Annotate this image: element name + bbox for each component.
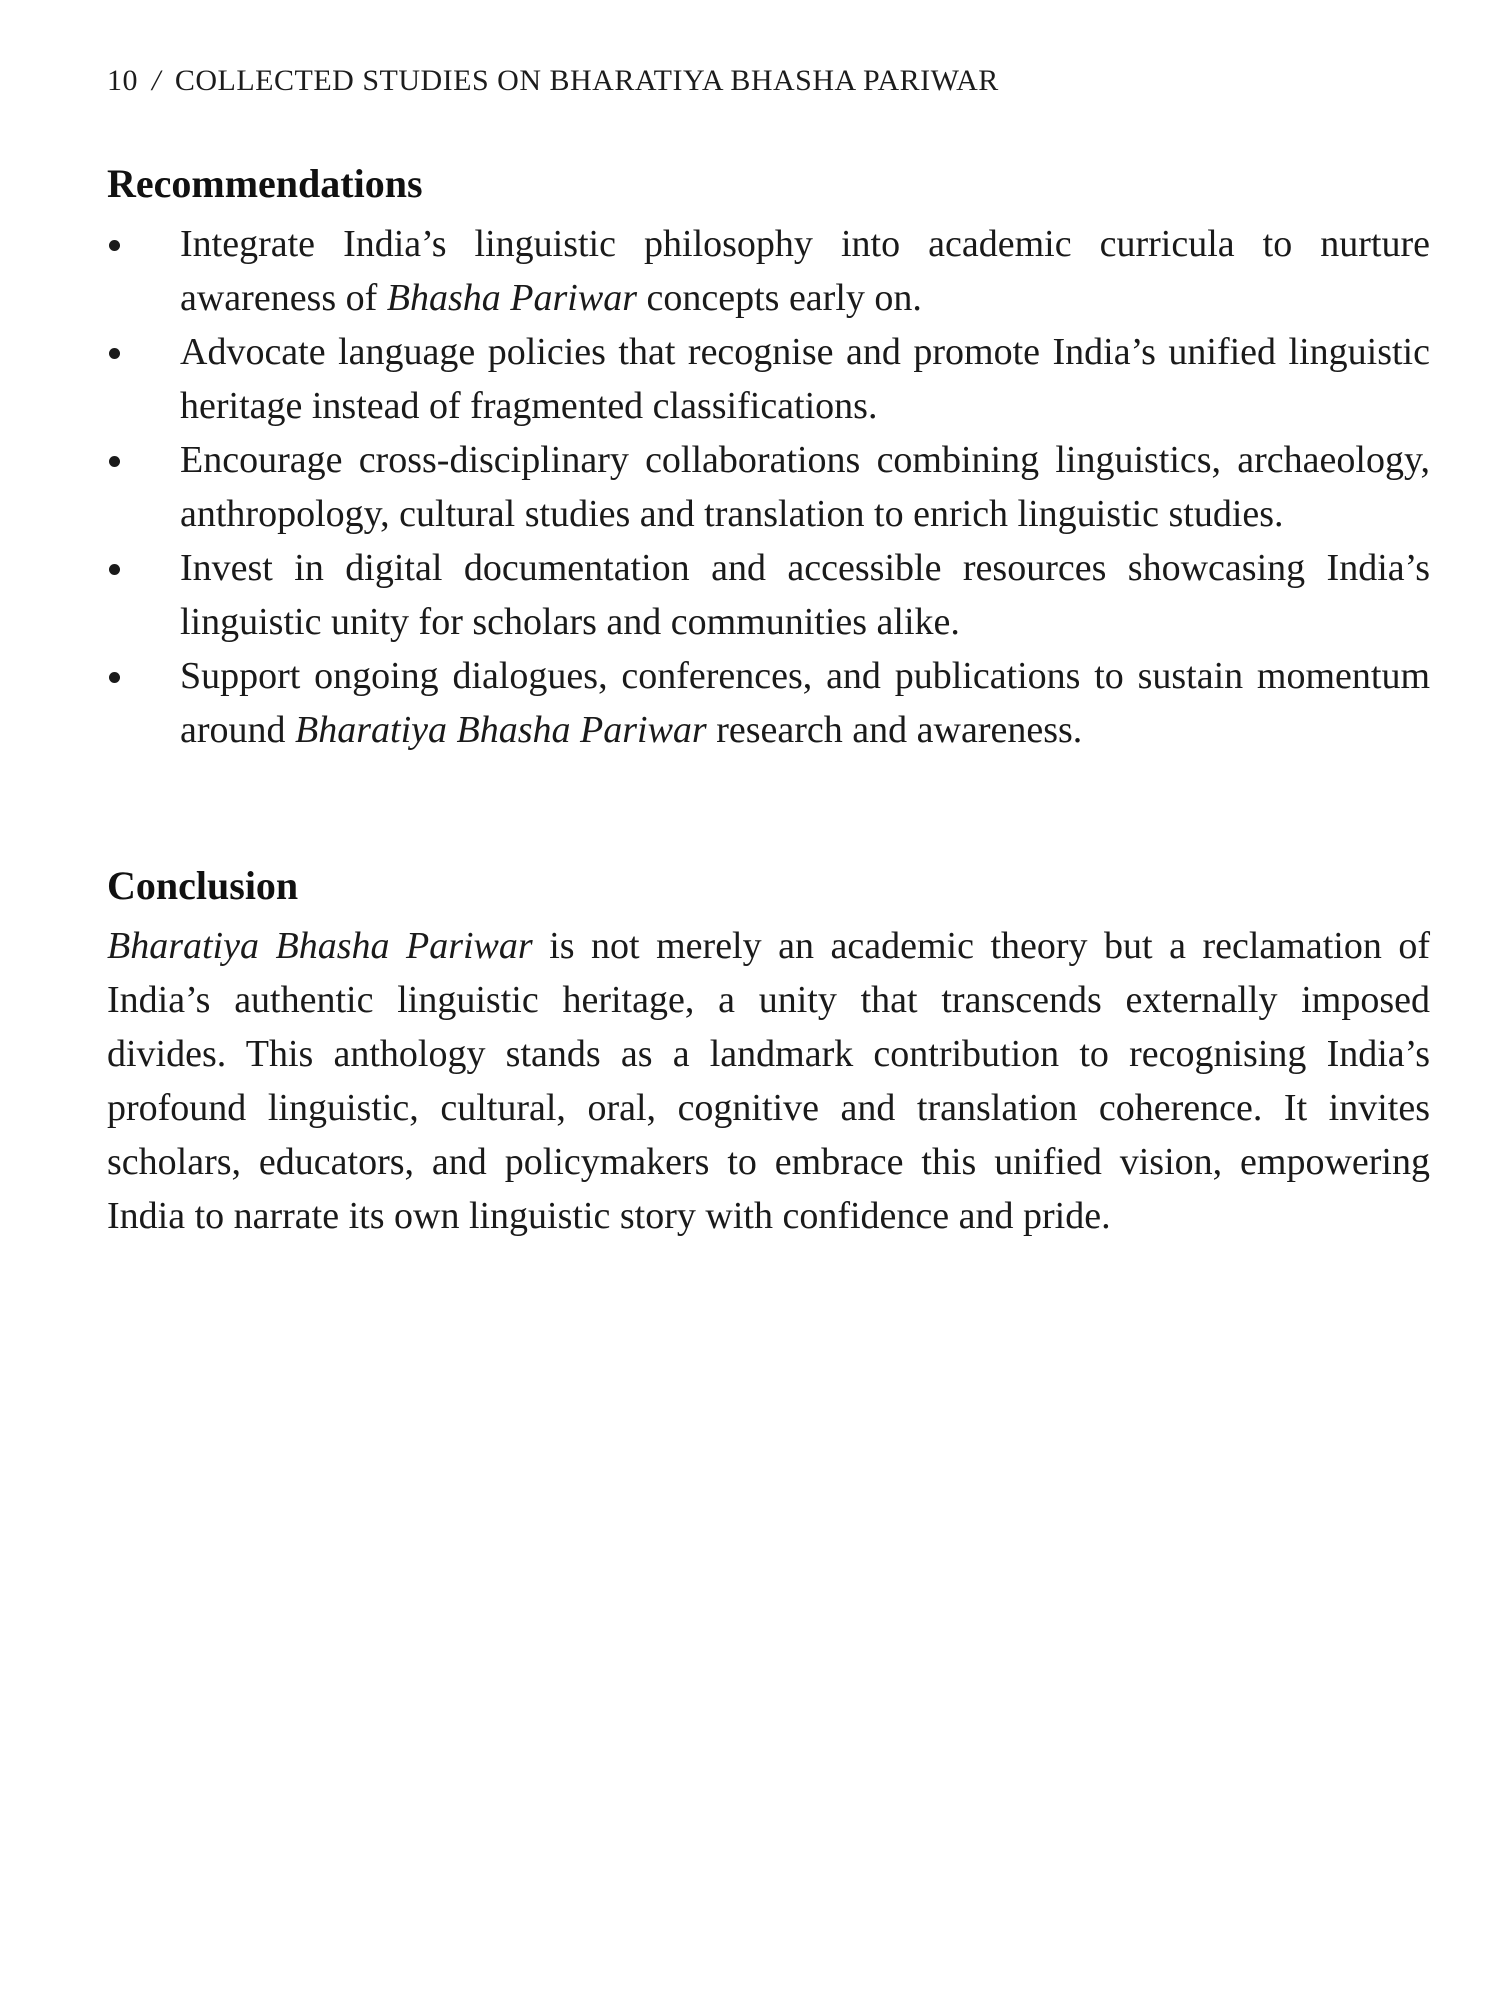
list-item-text: Support ongoing dialogues, conferences, and publications to sustain momentum around	[180, 655, 1430, 751]
bullet-icon	[109, 456, 120, 467]
bullet-icon	[109, 672, 120, 683]
running-head	[107, 64, 999, 98]
list-item	[107, 649, 1430, 757]
recommendations-list	[107, 217, 1430, 757]
list-item-text: research and awareness.	[706, 709, 1083, 751]
list-item	[107, 541, 1430, 649]
recommendations-heading: Recommendations	[107, 161, 423, 206]
bullet-icon	[109, 240, 120, 251]
list-item-text: Integrate India’s linguistic philosophy into academic curricula to nurture awareness of	[180, 223, 1430, 319]
page-number: 10	[107, 64, 138, 97]
list-item-text: Encourage cross-disciplinary collaborations combining linguistics, archaeology, anthropology, cultural studies and translation to enrich linguistic studies.	[180, 439, 1430, 535]
bullet-icon	[109, 348, 120, 359]
list-item	[107, 217, 1430, 325]
book-title: COLLECTED STUDIES ON BHARATIYA BHASHA PARIWAR	[174, 64, 999, 97]
list-item-text: Advocate language policies that recognise and promote India’s unified linguistic heritage instead of fragmented classifications.	[180, 331, 1430, 427]
conclusion-text: is not merely an academic theory but a reclamation of India’s authentic linguistic heritage, a unity that transcends externally imposed divides. This anthology stands as a landmark contribution to recognising India’s profound linguistic, cultural, oral, cognitive and translation coherence. It invites scholars, educators, and policymakers to embrace this unified vision, empowering India to narrate its own linguistic story with confidence and pride.	[107, 925, 1430, 1237]
list-item-text: concepts early on.	[637, 277, 922, 319]
list-item-italic: Bharatiya Bhasha Pariwar	[295, 709, 707, 751]
conclusion-paragraph	[107, 919, 1430, 1243]
list-item-italic: Bhasha Pariwar	[386, 277, 637, 319]
list-item	[107, 325, 1430, 433]
list-item	[107, 433, 1430, 541]
list-item-text: Invest in digital documentation and accessible resources showcasing India’s linguistic unity for scholars and communities alike.	[180, 547, 1430, 643]
bullet-icon	[109, 564, 120, 575]
conclusion-italic-lead: Bharatiya Bhasha Pariwar	[107, 925, 533, 967]
running-head-separator: /	[152, 64, 161, 97]
conclusion-heading: Conclusion	[107, 863, 299, 908]
